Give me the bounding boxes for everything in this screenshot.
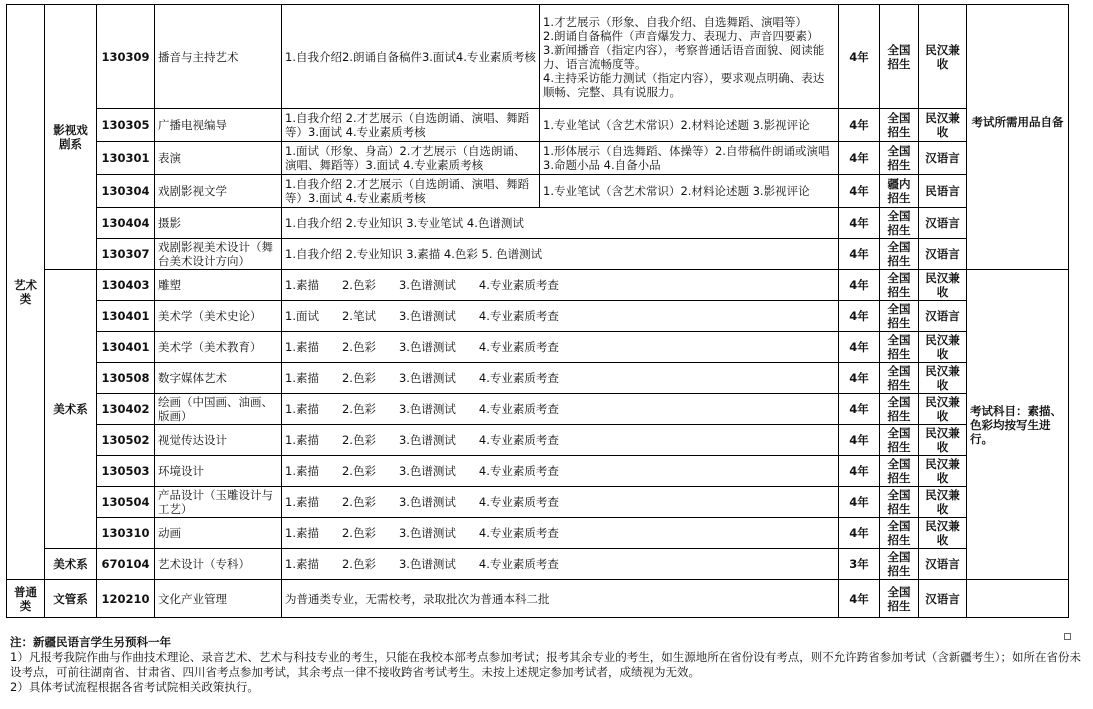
years: 4年 [839,175,880,208]
exam-first: 1.自我介绍 2.才艺展示（自选朗诵、演唱、舞蹈等）3.面试 4.专业素质考核 [282,175,540,208]
major-name: 绘画（中国画、油画、版画） [155,394,282,425]
enroll-scope: 全国招生 [880,208,919,239]
major-code: 130304 [97,175,155,208]
enroll-scope: 全国招生 [880,580,919,618]
major-name: 产品设计（玉雕设计与工艺） [155,487,282,518]
major-name: 广播电视编导 [155,109,282,142]
exam-subjects: 1.素描 2.色彩 3.色谱测试 4.专业素质考查 [282,425,839,456]
years: 4年 [839,394,880,425]
notes-line-1: 1）凡报考我院作曲与作曲技术理论、录音艺术、艺术与科技专业的考生，只能在我校本部考点参加考试；报考其余专业的考生，如生源地所在省份设有考点，则不允许跨省参加考试（含新疆考生）；如所在省份未设考点，可前往湖南省、甘肃省、四川省考点参加考试，其余考点一律不接收跨省考试考生。未按上述规定参加考试者，成绩视为无效。 [10,650,1082,679]
language: 汉语言 [919,239,967,270]
table-row [7,487,1069,518]
major-name: 文化产业管理 [155,580,282,618]
table-row [7,239,1069,270]
table-row [7,301,1069,332]
enroll-scope: 全国招生 [880,394,919,425]
dept-fine-art: 美术系 [45,270,97,549]
remark-fine-art: 考试科目：素描、色彩均按写生进行。 [967,270,1069,580]
major-code: 130401 [97,332,155,363]
major-name: 美术学（美术史论） [155,301,282,332]
table-row [7,175,1069,208]
table-row [7,549,1069,580]
remark-film: 考试所需用品自备 [967,5,1069,270]
notes-title: 注：新疆民语言学生另预科一年 [10,635,171,649]
table-row [7,394,1069,425]
exam-subjects: 1.素描 2.色彩 3.色谱测试 4.专业素质考查 [282,332,839,363]
category-art: 艺术类 [7,5,45,580]
notes-line-2: 2）具体考试流程根据各省考试院相关政策执行。 [10,680,259,694]
years: 4年 [839,239,880,270]
language: 汉语言 [919,580,967,618]
enroll-scope: 全国招生 [880,518,919,549]
language: 民汉兼收 [919,363,967,394]
exam-subjects: 为普通类专业，无需校考，录取批次为普通本科二批 [282,580,839,618]
major-name: 戏剧影视美术设计（舞台美术设计方向） [155,239,282,270]
language: 民汉兼收 [919,518,967,549]
exam-first: 1.自我介绍 2.才艺展示（自选朗诵、演唱、舞蹈等）3.面试 4.专业素质考核 [282,109,540,142]
table-row [7,208,1069,239]
years: 4年 [839,487,880,518]
exam-second: 1.才艺展示（形象、自我介绍、自选舞蹈、演唱等） 2.朗诵自备稿件（声音爆发力、表现力、声音四要素） 3.新闻播音（指定内容），考察普通话语音面貌、阅读能力、语言流畅度等。 4.主持采访能力测试（指定内容），要求观点明确、表达顺畅、完整、具有说服力。 [540,5,839,109]
enroll-scope: 全国招生 [880,549,919,580]
years: 4年 [839,332,880,363]
language: 民汉兼收 [919,109,967,142]
years: 4年 [839,142,880,175]
table-row [7,142,1069,175]
years: 3年 [839,549,880,580]
table-row [7,425,1069,456]
years: 4年 [839,109,880,142]
major-name: 美术学（美术教育） [155,332,282,363]
major-code: 130503 [97,456,155,487]
exam-subjects: 1.素描 2.色彩 3.色谱测试 4.专业素质考查 [282,270,839,301]
major-code: 130401 [97,301,155,332]
major-name: 动画 [155,518,282,549]
exam-second: 1.形体展示（自选舞蹈、体操等）2.自带稿件朗诵或演唱 3.命题小品 4.自备小品 [540,142,839,175]
table-row [7,109,1069,142]
major-code: 130305 [97,109,155,142]
enroll-scope: 全国招生 [880,363,919,394]
table-row [7,363,1069,394]
exam-subjects: 1.素描 2.色彩 3.色谱测试 4.专业素质考查 [282,456,839,487]
enroll-scope: 全国招生 [880,142,919,175]
years: 4年 [839,456,880,487]
major-code: 130301 [97,142,155,175]
exam-subjects: 1.素描 2.色彩 3.色谱测试 4.专业素质考查 [282,549,839,580]
language: 民汉兼收 [919,487,967,518]
table-row [7,518,1069,549]
years: 4年 [839,270,880,301]
enroll-scope: 全国招生 [880,332,919,363]
enroll-scope: 疆内招生 [880,175,919,208]
years: 4年 [839,363,880,394]
category-general: 普通类 [7,580,45,618]
language: 民汉兼收 [919,332,967,363]
exam-first: 1.面试（形象、身高）2.才艺展示（自选朗诵、演唱、舞蹈等）3.面试 4.专业素质考核 [282,142,540,175]
table-row [7,270,1069,301]
major-code: 670104 [97,549,155,580]
language: 汉语言 [919,142,967,175]
exam-subjects: 1.面试 2.笔试 3.色谱测试 4.专业素质考查 [282,301,839,332]
major-name: 环境设计 [155,456,282,487]
notes-section [10,635,1085,695]
major-code: 120210 [97,580,155,618]
table-row [7,456,1069,487]
language: 民汉兼收 [919,270,967,301]
exam-subjects: 1.素描 2.色彩 3.色谱测试 4.专业素质考查 [282,487,839,518]
exam-subjects: 1.素描 2.色彩 3.色谱测试 4.专业素质考查 [282,394,839,425]
enroll-scope: 全国招生 [880,487,919,518]
language: 汉语言 [919,301,967,332]
language: 民汉兼收 [919,425,967,456]
table-row [7,580,1069,618]
major-name: 播音与主持艺术 [155,5,282,109]
table-row [7,332,1069,363]
major-name: 视觉传达设计 [155,425,282,456]
language: 民汉兼收 [919,394,967,425]
major-code: 130307 [97,239,155,270]
admissions-table [6,4,1069,618]
years: 4年 [839,208,880,239]
enroll-scope: 全国招生 [880,109,919,142]
major-name: 雕塑 [155,270,282,301]
years: 4年 [839,425,880,456]
exam-subjects: 1.素描 2.色彩 3.色谱测试 4.专业素质考查 [282,363,839,394]
major-name: 表演 [155,142,282,175]
dept-film: 影视戏剧系 [45,5,97,270]
enroll-scope: 全国招生 [880,456,919,487]
language: 民汉兼收 [919,5,967,109]
major-name: 数字媒体艺术 [155,363,282,394]
enroll-scope: 全国招生 [880,270,919,301]
exam-subjects: 1.素描 2.色彩 3.色谱测试 4.专业素质考查 [282,518,839,549]
language: 民语言 [919,175,967,208]
major-code: 130404 [97,208,155,239]
major-code: 130504 [97,487,155,518]
years: 4年 [839,518,880,549]
language: 汉语言 [919,208,967,239]
major-code: 130402 [97,394,155,425]
years: 4年 [839,5,880,109]
major-code: 130309 [97,5,155,109]
exam-subjects: 1.自我介绍 2.专业知识 3.素描 4.色彩 5. 色谱测试 [282,239,839,270]
language: 汉语言 [919,549,967,580]
dept-fine-art-2: 美术系 [45,549,97,580]
years: 4年 [839,580,880,618]
language: 民汉兼收 [919,456,967,487]
major-code: 130310 [97,518,155,549]
major-name: 摄影 [155,208,282,239]
table-row [7,5,1069,109]
major-code: 130508 [97,363,155,394]
dept-culture: 文管系 [45,580,97,618]
major-name: 艺术设计（专科） [155,549,282,580]
major-name: 戏剧影视文学 [155,175,282,208]
enroll-scope: 全国招生 [880,425,919,456]
enroll-scope: 全国招生 [880,5,919,109]
years: 4年 [839,301,880,332]
major-code: 130502 [97,425,155,456]
major-code: 130403 [97,270,155,301]
exam-second: 1.专业笔试（含艺术常识）2.材料论述题 3.影视评论 [540,109,839,142]
exam-first: 1.自我介绍2.朗诵自备稿件3.面试4.专业素质考核 [282,5,540,109]
remark-empty [967,580,1069,618]
enroll-scope: 全国招生 [880,239,919,270]
exam-second: 1.专业笔试（含艺术常识）2.材料论述题 3.影视评论 [540,175,839,208]
exam-subjects: 1.自我介绍 2.专业知识 3.专业笔试 4.色谱测试 [282,208,839,239]
enroll-scope: 全国招生 [880,301,919,332]
